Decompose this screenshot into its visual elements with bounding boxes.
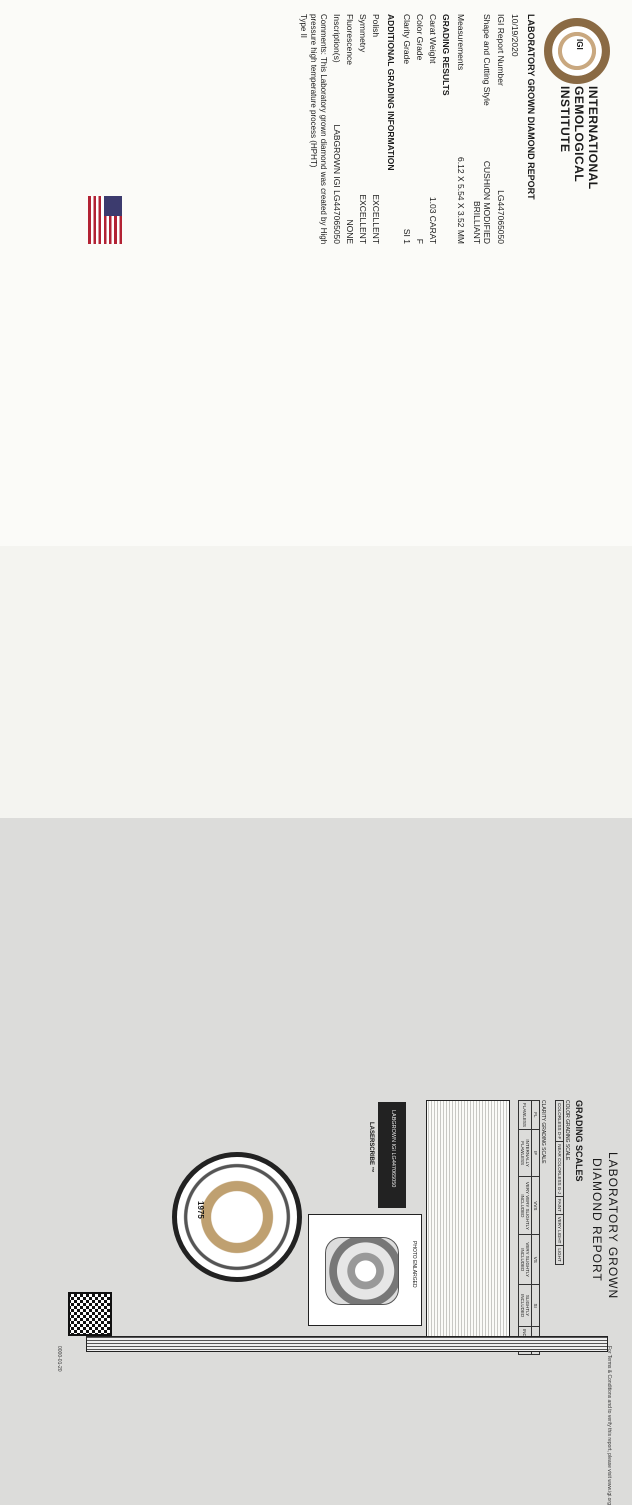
clarity-group: FLAWLESS [519, 1101, 532, 1130]
institute-name-2: GEMOLOGICAL [572, 86, 586, 183]
field-row [470, 14, 492, 244]
scales-title-2: DIAMOND REPORT [590, 1158, 604, 1282]
comments: Comments: This Laboratory grown diamond was created by High pressure high temperature process (HPHT) [309, 14, 328, 245]
additional-row [369, 14, 381, 244]
proportions-panel [0, 270, 632, 547]
color-scale-label: COLOR GRADING SCALE [564, 1100, 570, 1161]
additional-heading: ADDITIONAL GRADING INFORMATION [386, 14, 396, 171]
photo-box [308, 1214, 422, 1326]
color-group: FAINT [556, 1197, 564, 1215]
clarity-code: VS [532, 1235, 540, 1285]
grading-row [400, 14, 412, 244]
additional-value: EXCELLENT [371, 194, 381, 244]
report-title: LABORATORY GROWN DIAMOND REPORT [526, 14, 536, 200]
clarity-group: VERY SLIGHTLY INCLUDED [519, 1235, 532, 1285]
grading-scales-panel [0, 546, 632, 1505]
field-label: Shape and Cutting Style [482, 14, 492, 106]
us-flag-icon [88, 196, 122, 244]
disclaimer-box [426, 1100, 510, 1350]
field-row [454, 14, 466, 244]
seal-initials: IGI [575, 39, 584, 50]
field-label: IGI Report Number [496, 14, 506, 86]
clarity-group: VERY VERY SLIGHTLY INCLUDED [519, 1177, 532, 1235]
institute-name-3: INSTITUTE [558, 86, 572, 153]
clarity-scale-label: CLARITY GRADING SCALE [540, 1100, 546, 1164]
grading-scales-rotated [0, 1092, 632, 1505]
report-details-panel [0, 0, 632, 271]
diamond-photo [325, 1237, 399, 1305]
additional-label: Fluorescence [345, 14, 355, 66]
grading-label: Clarity Grade [402, 14, 412, 65]
grading-results-heading: GRADING RESULTS [441, 14, 451, 96]
clarity-code: SI [532, 1285, 540, 1327]
color-scale-table [555, 1100, 564, 1265]
additional-value: EXCELLENT [358, 194, 368, 244]
grading-row [413, 14, 425, 244]
qr-code-icon [68, 1292, 112, 1336]
additional-row [330, 14, 342, 244]
inscription-text: LABGROWN IGI LG447065050 [390, 1110, 396, 1188]
field-value: CUSHION MODIFIED BRILLIANT [472, 160, 492, 244]
grading-label: Carat Weight [428, 14, 438, 64]
clarity-group: INTERNALLY FLAWLESS [519, 1129, 532, 1177]
igi-seal-icon [544, 18, 610, 84]
clarity-scale-table [518, 1100, 540, 1355]
additional-label: Inscription(s) [332, 14, 342, 63]
additional-label: Symmetry [358, 14, 368, 53]
color-group: LIGHT [556, 1246, 564, 1264]
field-value: 6.12 X 5.54 X 3.52 MM [456, 157, 466, 244]
igi-seal-large-icon [172, 1152, 302, 1282]
report-details-rotated [0, 0, 632, 270]
field-row [494, 14, 506, 244]
clarity-code: IF [532, 1129, 540, 1177]
serial-number: 0000-01-20 [56, 1346, 62, 1372]
additional-label: Polish [371, 14, 381, 38]
clarity-code: VVS [532, 1177, 540, 1235]
color-group: NEAR COLORLESS G-J [556, 1142, 564, 1197]
additional-value: LABGROWN IGI LG447065050 [332, 124, 342, 244]
field-value: LG447065050 [496, 190, 506, 244]
inscription-image [378, 1102, 406, 1208]
field-label: Measurements [456, 14, 466, 71]
grading-value: 1.03 CARAT [428, 196, 438, 244]
grading-scales-heading: GRADING SCALES [574, 1100, 584, 1182]
additional-row [356, 14, 368, 244]
grading-value: F [415, 238, 425, 244]
grading-label: Color Grade [415, 14, 425, 61]
photo-label: PHOTO ENLARGED [411, 1241, 417, 1288]
comments-type: Type II [299, 14, 308, 39]
security-strip [86, 1336, 608, 1352]
seal-year: 1975 [196, 1201, 205, 1219]
clarity-scale [518, 1100, 546, 1355]
terms-footer: For Terms & Conditions and to verify this report, please visit www.igi.org [606, 1346, 612, 1505]
laserscribe-label: LASERSCRIBE ™ [368, 1122, 374, 1173]
institute-name-1: INTERNATIONAL [586, 86, 600, 190]
clarity-code: FL [532, 1101, 540, 1130]
color-scale [555, 1100, 570, 1355]
additional-row [343, 14, 355, 244]
color-group: VERY LIGHT [556, 1214, 564, 1246]
report-date: 10/19/2020 [510, 14, 520, 57]
scales-title-1: LABORATORY GROWN [606, 1152, 620, 1300]
grading-row [426, 14, 438, 244]
clarity-group: SLIGHTLY INCLUDED [519, 1285, 532, 1327]
color-group: COLORLESS D-F [556, 1101, 564, 1142]
grading-value: SI 1 [402, 228, 412, 244]
additional-value: NONE [345, 219, 355, 244]
